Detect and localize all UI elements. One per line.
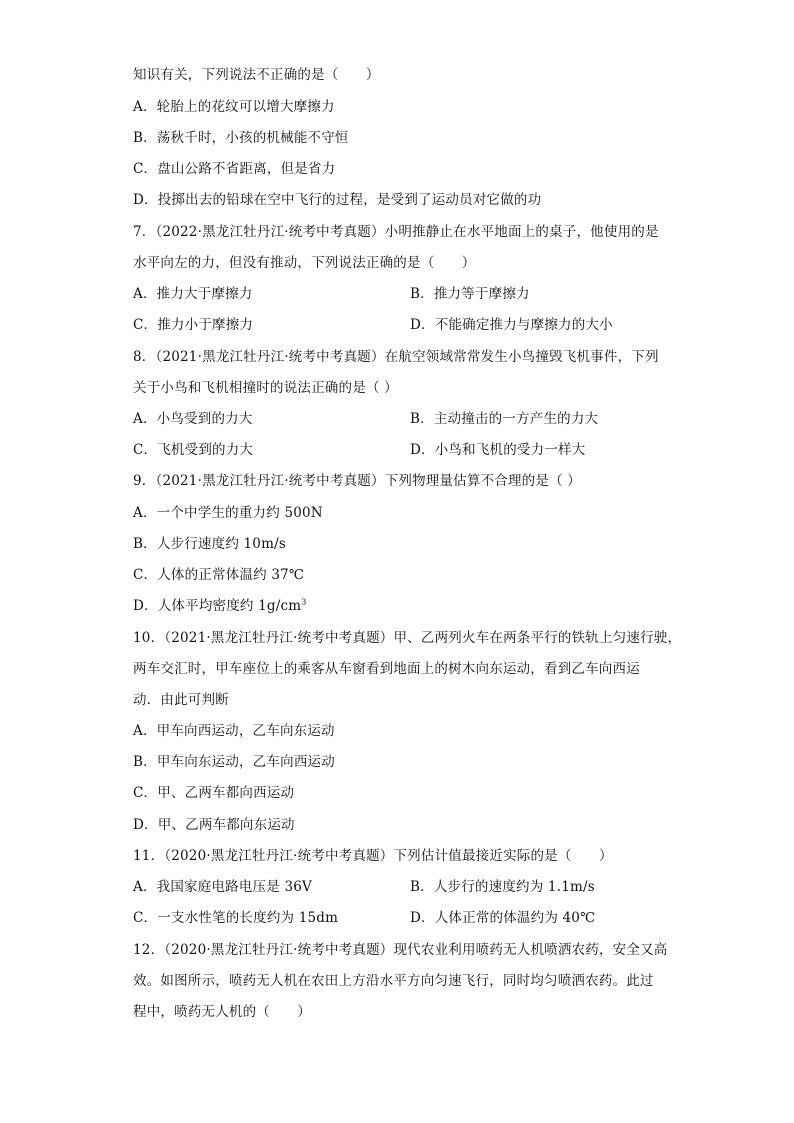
q7-option-d: D．不能确定推力与摩擦力的大小 [410, 317, 613, 333]
q11-option-d: D．人体正常的体温约为 40℃ [410, 910, 596, 926]
q11-option-c: C．一支水性笔的长度约为 15dm [133, 910, 339, 926]
q10-stem-line1: 10．（2021·黑龙江牡丹江·统考中考真题）甲、乙两列火车在两条平行的铁轨上匀速行驶， [133, 630, 682, 646]
q9-option-d-exponent: 3 [301, 597, 307, 607]
q7-stem-line2: 水平向左的力，但没有推动，下列说法正确的是（ ） [133, 255, 476, 271]
q10-option-a: A．甲车向西运动，乙车向东运动 [133, 723, 335, 739]
q11-stem-line1: 11．（2020·黑龙江牡丹江·统考中考真题）下列估计值最接近实际的是（ ） [133, 848, 613, 864]
q9-option-c: C．人体的正常体温约 37℃ [133, 567, 305, 583]
q7-option-b: B．推力等于摩擦力 [410, 286, 530, 302]
q12-stem-line3: 程中，喷药无人机的（ ） [133, 1004, 312, 1020]
q6-option-c: C．盘山公路不省距离，但是省力 [133, 161, 336, 177]
q9-option-a: A．一个中学生的重力约 500N [133, 505, 323, 521]
q10-option-d: D．甲、乙两车都向东运动 [133, 817, 295, 833]
q8-stem-line1: 8．（2021·黑龙江牡丹江·统考中考真题）在航空领域常常发生小鸟撞毁飞机事件，下列 [133, 349, 659, 365]
q9-option-d [133, 597, 307, 615]
q8-option-c: C．飞机受到的力大 [133, 442, 254, 458]
q8-stem-line2: 关于小鸟和飞机相撞时的说法正确的是（ ） [133, 380, 398, 396]
q7-stem-line1: 7．（2022·黑龙江牡丹江·统考中考真题）小明推静止在水平地面上的桌子，他使用的是 [133, 224, 659, 240]
q8-option-b: B．主动撞击的一方产生的力大 [410, 411, 599, 427]
q6-option-a: A．轮胎上的花纹可以增大摩擦力 [133, 99, 335, 115]
q11-option-a: A．我国家庭电路电压是 36V [133, 879, 312, 895]
q10-option-c: C．甲、乙两车都向西运动 [133, 785, 295, 801]
q8-option-a: A．小鸟受到的力大 [133, 411, 253, 427]
q6-stem-continuation: 知识有关，下列说法不正确的是（ ） [133, 67, 380, 83]
q6-option-d: D．投掷出去的铅球在空中飞行的过程，是受到了运动员对它做的功 [133, 192, 542, 208]
q7-option-a: A．推力大于摩擦力 [133, 286, 253, 302]
q10-option-b: B．甲车向东运动，乙车向西运动 [133, 754, 335, 770]
q9-stem-line1: 9．（2021·黑龙江牡丹江·统考中考真题）下列物理量估算不合理的是（ ） [133, 473, 581, 489]
q12-stem-line1: 12．（2020·黑龙江牡丹江·统考中考真题）现代农业利用喷药无人机喷洒农药，安全又高 [133, 942, 668, 958]
q11-option-b: B．人步行的速度约为 1.1m/s [410, 879, 595, 895]
q9-option-b: B．人步行速度约 10m/s [133, 536, 286, 552]
q8-option-d: D．小鸟和飞机的受力一样大 [410, 442, 586, 458]
q9-option-d-text: D．人体平均密度约 1g/cm [133, 598, 302, 614]
q10-stem-line2: 两车交汇时，甲车座位上的乘客从车窗看到地面上的树木向东运动，看到乙车向西运 [133, 661, 640, 677]
q12-stem-line2: 效。如图所示，喷药无人机在农田上方沿水平方向匀速飞行，同时均匀喷洒农药。此过 [133, 973, 654, 989]
q10-stem-line3: 动．由此可判断 [133, 692, 229, 708]
q6-option-b: B．荡秋千时，小孩的机械能不守恒 [133, 130, 349, 146]
q7-option-c: C．推力小于摩擦力 [133, 317, 254, 333]
